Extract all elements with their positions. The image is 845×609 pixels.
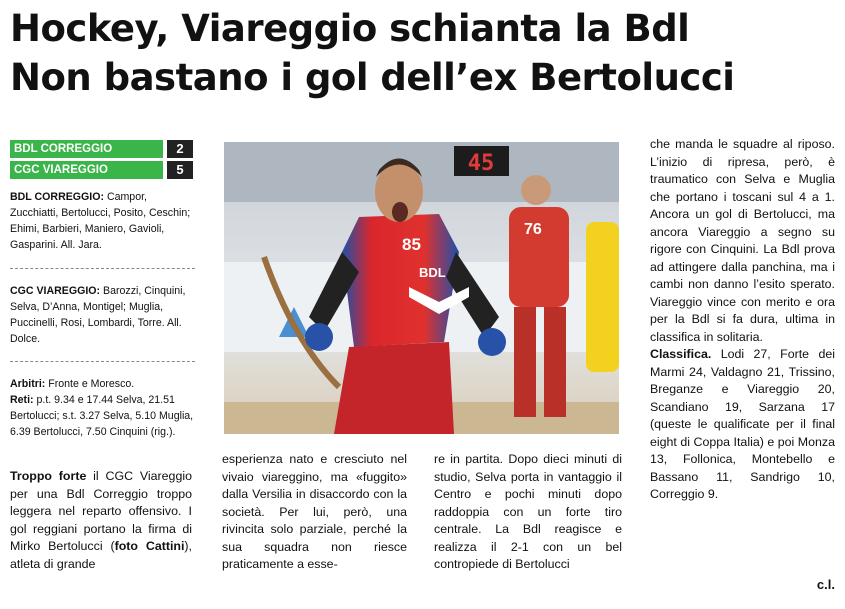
photo-illustration bbox=[224, 142, 619, 434]
article-paragraph: che manda le squadre al riposo. L’inizio di ripresa, però, è traumatico con Selva e Muglia che portano i toscani sul 4 a 1. Ancora un gol di Bertolucci, ma ancora Viareggio a segno su rigore con Cinquini. La Bdl prova ad attingere dalla panchina, ma i cambi non danno l’esito sperato. Viareggio vince con merito e ora per la Bdl si fa dura, ultima in classifica in solitaria. bbox=[650, 137, 835, 344]
lineup-players: Campor, Zucchiatti, Bertolucci, Posito, Ceschin; Ehimi, Barbieri, Maniero, Gavioli, Gasparini. All. Jara. bbox=[10, 191, 191, 251]
article-paragraph: re in partita. Dopo dieci minuti di studio, Selva porta in vantaggio il Centro e pochi minuti dopo raddoppia con un forte tiro centrale. La Bdl reagisce e realizza il 2-1 con un bel contropiede di Bertolucci bbox=[434, 452, 622, 571]
article-column-3 bbox=[434, 451, 622, 574]
lineup-cgc bbox=[10, 283, 195, 347]
hockey-player-photo bbox=[224, 142, 619, 434]
referees-names: Fronte e Moresco. bbox=[48, 378, 135, 390]
article-text: ), atleta di grande bbox=[10, 539, 192, 571]
lineup-bdl bbox=[10, 189, 195, 253]
front-jersey-number: 85 bbox=[402, 235, 421, 254]
match-officials bbox=[10, 376, 195, 440]
headline bbox=[10, 4, 840, 102]
article-column-1 bbox=[10, 468, 192, 573]
article-paragraph: esperienza nato e cresciuto nel vivaio viareggino, ma «fuggito» dalla Versilia in disaccordo con la società. Per lui, però, una rivincita solo parziale, perché la sua squadra non riesce praticamente a esse- bbox=[222, 452, 407, 571]
referees-label: Arbitri: bbox=[10, 378, 46, 390]
article-text: il CGC Viareggio per una Bdl Correggio troppo leggera nel reparto offensivo. I gol reggiani portano la firma di Mirko Bertolucci ( bbox=[10, 469, 192, 553]
article-lead: Troppo forte bbox=[10, 469, 87, 483]
score-row-home bbox=[10, 140, 193, 158]
goals-list: p.t. 9.34 e 17.44 Selva, 21.51 Bertolucci; s.t. 3.27 Selva, 5.10 Muglia, 6.39 Bertolucci, 7.50 Cinquini (rig.). bbox=[10, 394, 194, 438]
team-score: 2 bbox=[167, 140, 193, 158]
scoreboard bbox=[10, 140, 193, 182]
lineup-team-label: CGC VIAREGGIO: bbox=[10, 285, 101, 297]
score-row-away bbox=[10, 161, 193, 179]
photo-credit: foto Cattini bbox=[114, 539, 185, 553]
team-name: CGC VIAREGGIO bbox=[10, 161, 163, 179]
team-score: 5 bbox=[167, 161, 193, 179]
headline-line-2: Non bastano i gol dell’ex Bertolucci bbox=[10, 56, 735, 99]
back-jersey-number: 76 bbox=[524, 221, 542, 238]
arena-scoreboard-digits: 45 bbox=[467, 151, 495, 176]
lineup-team-label: BDL CORREGGIO: bbox=[10, 191, 104, 203]
standings-label: Classifica. bbox=[650, 347, 712, 361]
article-paragraph bbox=[10, 468, 192, 573]
referees-line bbox=[10, 376, 195, 392]
goals-line bbox=[10, 392, 195, 440]
standings-paragraph bbox=[650, 346, 835, 504]
author-signature: c.l. bbox=[816, 577, 835, 592]
divider bbox=[10, 268, 195, 269]
article-column-2 bbox=[222, 451, 407, 574]
divider bbox=[10, 361, 195, 362]
article-column-4 bbox=[650, 136, 835, 504]
headline-line-1: Hockey, Viareggio schianta la Bdl bbox=[10, 7, 690, 50]
lineup-players: Barozzi, Cinquini, Selva, D’Anna, Montigel; Muglia, Puccinelli, Rosi, Lombardi, Torre. All. Dolce. bbox=[10, 285, 186, 345]
team-name: BDL CORREGGIO bbox=[10, 140, 163, 158]
standings-text: Lodi 27, Forte dei Marmi 24, Valdagno 21, Trissino, Breganze e Viareggio 20, Scandiano 19, Sarzana 17 (queste le qualificate per il final eight di Coppa Italia) e poi Monza 13, Follonica, Montebello e Bassano 11, Sandrigo 10, Correggio 9. bbox=[650, 347, 835, 501]
jersey-sponsor: BDL bbox=[419, 265, 446, 280]
goals-label: Reti: bbox=[10, 394, 34, 406]
